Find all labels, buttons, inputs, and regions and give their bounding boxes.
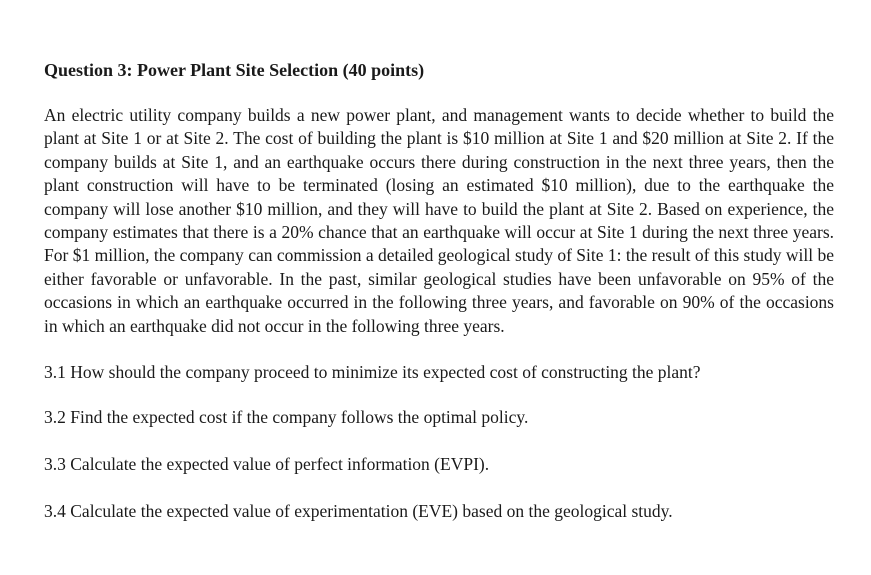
sub-question-3-1: 3.1 How should the company proceed to minimize its expected cost of constructing the plant? <box>44 362 701 383</box>
question-title: Question 3: Power Plant Site Selection (40 points) <box>44 60 425 80</box>
sub-question-3-4: 3.4 Calculate the expected value of experimentation (EVE) based on the geological study. <box>44 501 673 522</box>
sub-question-3-2: 3.2 Find the expected cost if the company follows the optimal policy. <box>44 407 529 428</box>
problem-statement: An electric utility company builds a new power plant, and management wants to decide whether to build the plant at Site 1 or at Site 2. The cost of building the plant is $10 million at Site 1 and $20 million at Site 2. If the company builds at Site 1, and an earthquake occurs there during construction in the next three years, then the plant construction will have to be terminated (losing an estimated $10 million), due to the earthquake the company will lose another $10 million, and they will have to build the plant at Site 2. Based on experience, the company estimates that there is a 20% chance that an earthquake will occur at Site 1 during the next three years. For $1 million, the company can commission a detailed geological study of Site 1: the result of this study will be either favorable or unfavorable. In the past, similar geological studies have been unfavorable on 95% of the occasions in which an earthquake occurred in the following three years, and favorable on 90% of the occasions in which an earthquake did not occur in the following three years. <box>44 105 834 336</box>
sub-question-3-3: 3.3 Calculate the expected value of perfect information (EVPI). <box>44 454 490 475</box>
document-page <box>44 58 834 523</box>
